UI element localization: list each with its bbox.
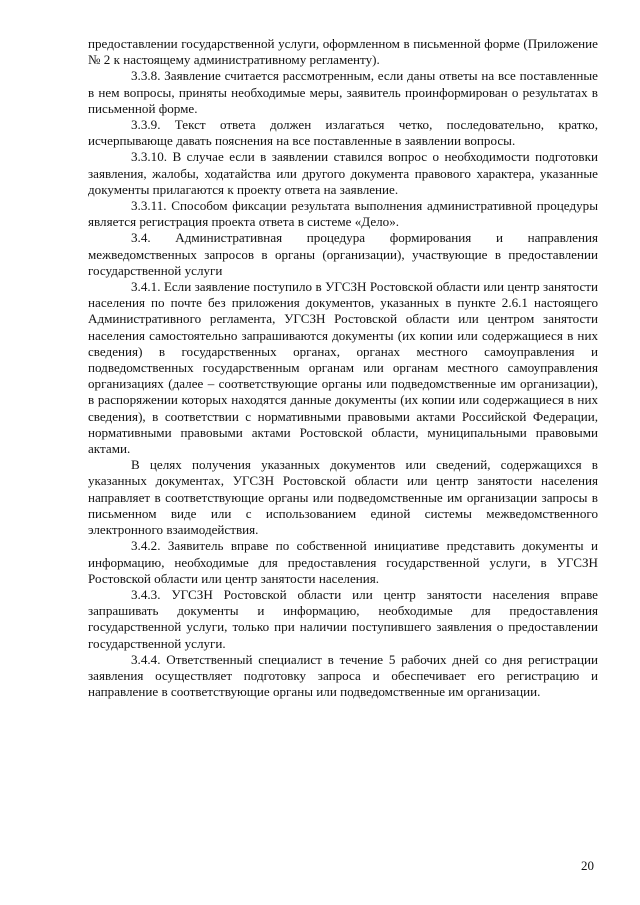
paragraph-3-4-4: 3.4.4. Ответственный специалист в течение 5 рабочих дней со дня регистрации заявления осуществляет подготовку запроса и обеспечивает его регистрацию и направление в соответствующие органы или подведомственные им организации.	[88, 651, 598, 700]
paragraph-3-3-8: 3.3.8. Заявление считается рассмотренным, если даны ответы на все поставленные в нем вопросы, приняты необходимые меры, заявитель проинформирован о результатах в письменной форме.	[88, 68, 598, 116]
section-heading-3-4: 3.4. Административная процедура формирования и направления межведомственных запросов в органы (организации), участвующие в предоставлении государственной услуги	[88, 230, 598, 278]
paragraph-continuation: предоставлении государственной услуги, оформленном в письменной форме (Приложение № 2 к настоящему административному регламенту).	[88, 36, 598, 68]
paragraph-3-4-2: 3.4.2. Заявитель вправе по собственной инициативе представить документы и информацию, необходимые для предоставления государственной услуги, в УГСЗН Ростовской области или центр занятости населения.	[88, 538, 598, 586]
paragraph-3-3-9: 3.3.9. Текст ответа должен излагаться четко, последовательно, кратко, исчерпывающе давать пояснения на все поставленные в заявлении вопросы.	[88, 117, 598, 149]
paragraph-3-3-11: 3.3.11. Способом фиксации результата выполнения административной процедуры является регистрация проекта ответа в системе «Дело».	[88, 198, 598, 230]
paragraph-3-4-3: 3.4.3. УГСЗН Ростовской области или центр занятости населения вправе запрашивать документы и информацию, необходимые для предоставления государственной услуги, только при наличии поступившего заявления о предоставлении государственной услуги.	[88, 586, 598, 651]
paragraph-3-3-10: 3.3.10. В случае если в заявлении ставился вопрос о необходимости подготовки заявления, жалобы, ходатайства или другого документа правового характера, указанные документы прилагаются к проекту ответа на заявление.	[88, 149, 598, 197]
paragraph-3-4-1: 3.4.1. Если заявление поступило в УГСЗН Ростовской области или центр занятости населения по почте без приложения документов, указанных в пункте 2.6.1 настоящего Административного регламента, УГСЗН Ростовской области или центром занятости населения самостоятельно запрашиваются документы (их копии или содержащиеся в них сведения) в государственных органах, органах местного самоуправления и подведомственных государственным органам или органам местного самоуправления организациях (далее – соответствующие органы или подведомственные им организации), в распоряжении которых находятся данные документы (их копии или содержащиеся в них сведения), в соответствии с нормативными правовыми актами Российской Федерации, нормативными правовыми актами Ростовской области, муниципальными правовыми актами.	[88, 279, 598, 457]
page-number: 20	[581, 858, 594, 873]
paragraph-3-4-1-cont: В целях получения указанных документов или сведений, содержащихся в указанных документах, УГСЗН Ростовской области или центр занятости населения направляет в соответствующие органы или подведомственные им организации запросы в письменном виде или с использованием единой системы межведомственного электронного взаимодействия.	[88, 457, 598, 538]
